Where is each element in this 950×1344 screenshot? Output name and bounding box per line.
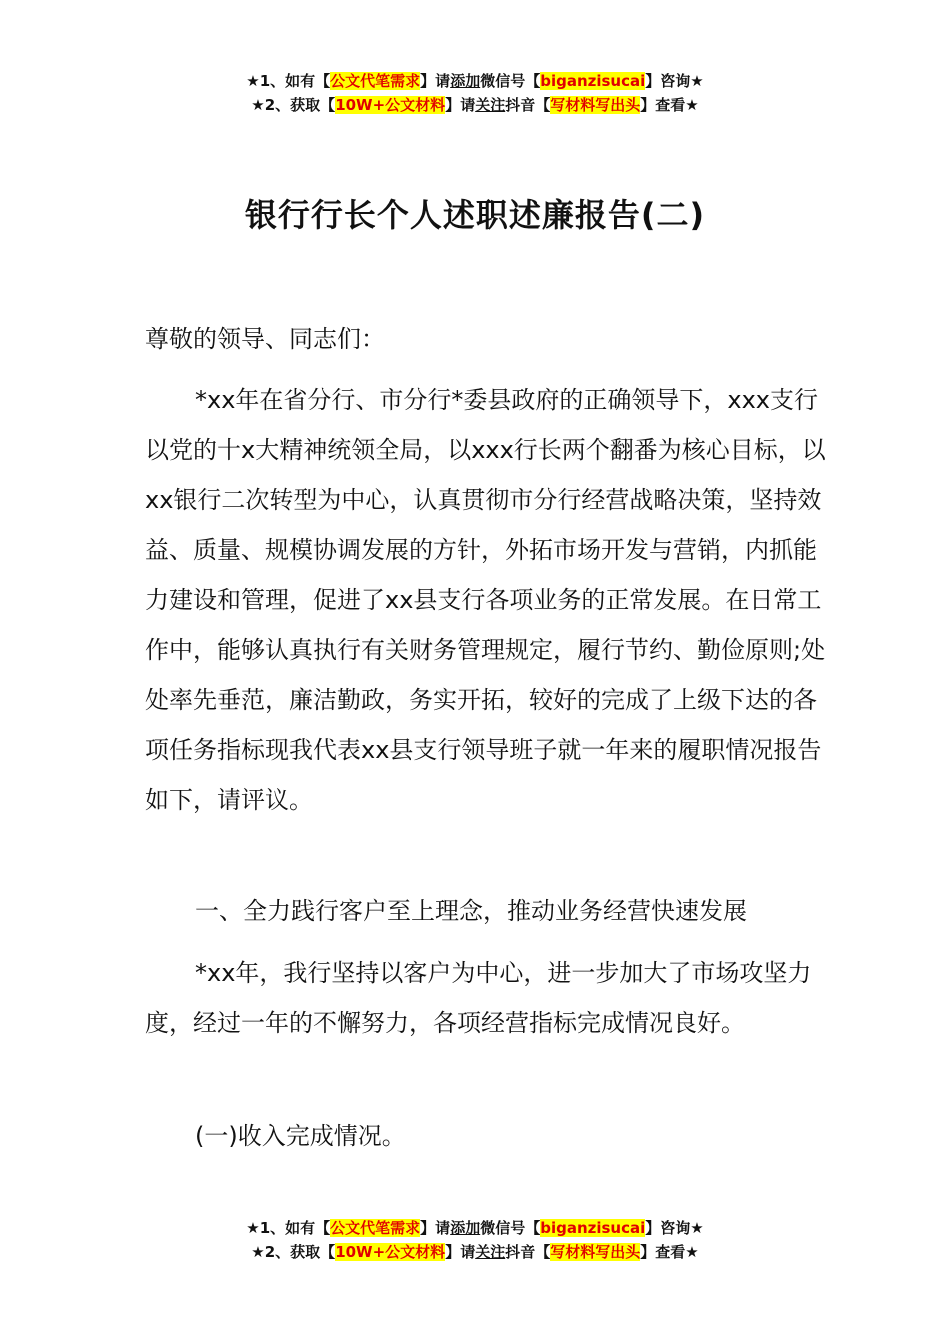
subsection-heading: (一)收入完成情况。 xyxy=(195,1122,406,1150)
section-heading: 一、全力践行客户至上理念，推动业务经营快速发展 xyxy=(195,897,747,925)
douyin-id: 写材料写出头 xyxy=(550,96,641,114)
highlight-text: 公文代笔需求 xyxy=(330,1219,421,1237)
promo-line-2: ★2、获取【10W+公文材料】请关注抖音【写材料写出头】查看★ xyxy=(251,96,699,114)
wechat-id: biganzisucai xyxy=(540,72,646,90)
paragraph-body: *xx年，我行坚持以客户为中心，进一步加大了市场攻坚力度，经过一年的不懈努力，各项经营指标完成情况良好。 xyxy=(145,959,812,1037)
promo-banner-bottom xyxy=(0,1216,950,1264)
highlight-text: 公文代笔需求 xyxy=(330,72,421,90)
highlight-text: 10W+公文材料 xyxy=(335,96,446,114)
document-title: 银行行长个人述职述廉报告(二) xyxy=(244,196,706,234)
promo-banner-top xyxy=(0,69,950,117)
highlight-text: 10W+公文材料 xyxy=(335,1243,446,1261)
promo-line-2: ★2、获取【10W+公文材料】请关注抖音【写材料写出头】查看★ xyxy=(251,1243,699,1261)
paragraph-intro: *xx年在省分行、市分行*委县政府的正确领导下，xxx支行以党的十x大精神统领全局，以xxx行长两个翻番为核心目标，以xx银行二次转型为中心，认真贯彻市分行经营战略决策，坚持效益、质量、规模协调发展的方针，外拓市场开发与营销，内抓能力建设和管理，促进了xx县支行各项业务的正常发展。在日常工作中，能够认真执行有关财务管理规定，履行节约、勤俭原则;处处率先垂范，廉洁勤政，务实开拓，较好的完成了上级下达的各项任务指标现我代表xx县支行领导班子就一年来的履职情况报告如下，请评议。 xyxy=(145,386,826,814)
promo-line-1: ★1、如有【公文代笔需求】请添加微信号【biganzisucai】咨询★ xyxy=(246,1219,704,1237)
douyin-id: 写材料写出头 xyxy=(550,1243,641,1261)
promo-line-1: ★1、如有【公文代笔需求】请添加微信号【biganzisucai】咨询★ xyxy=(246,72,704,90)
greeting: 尊敬的领导、同志们： xyxy=(145,325,385,353)
wechat-id: biganzisucai xyxy=(540,1219,646,1237)
